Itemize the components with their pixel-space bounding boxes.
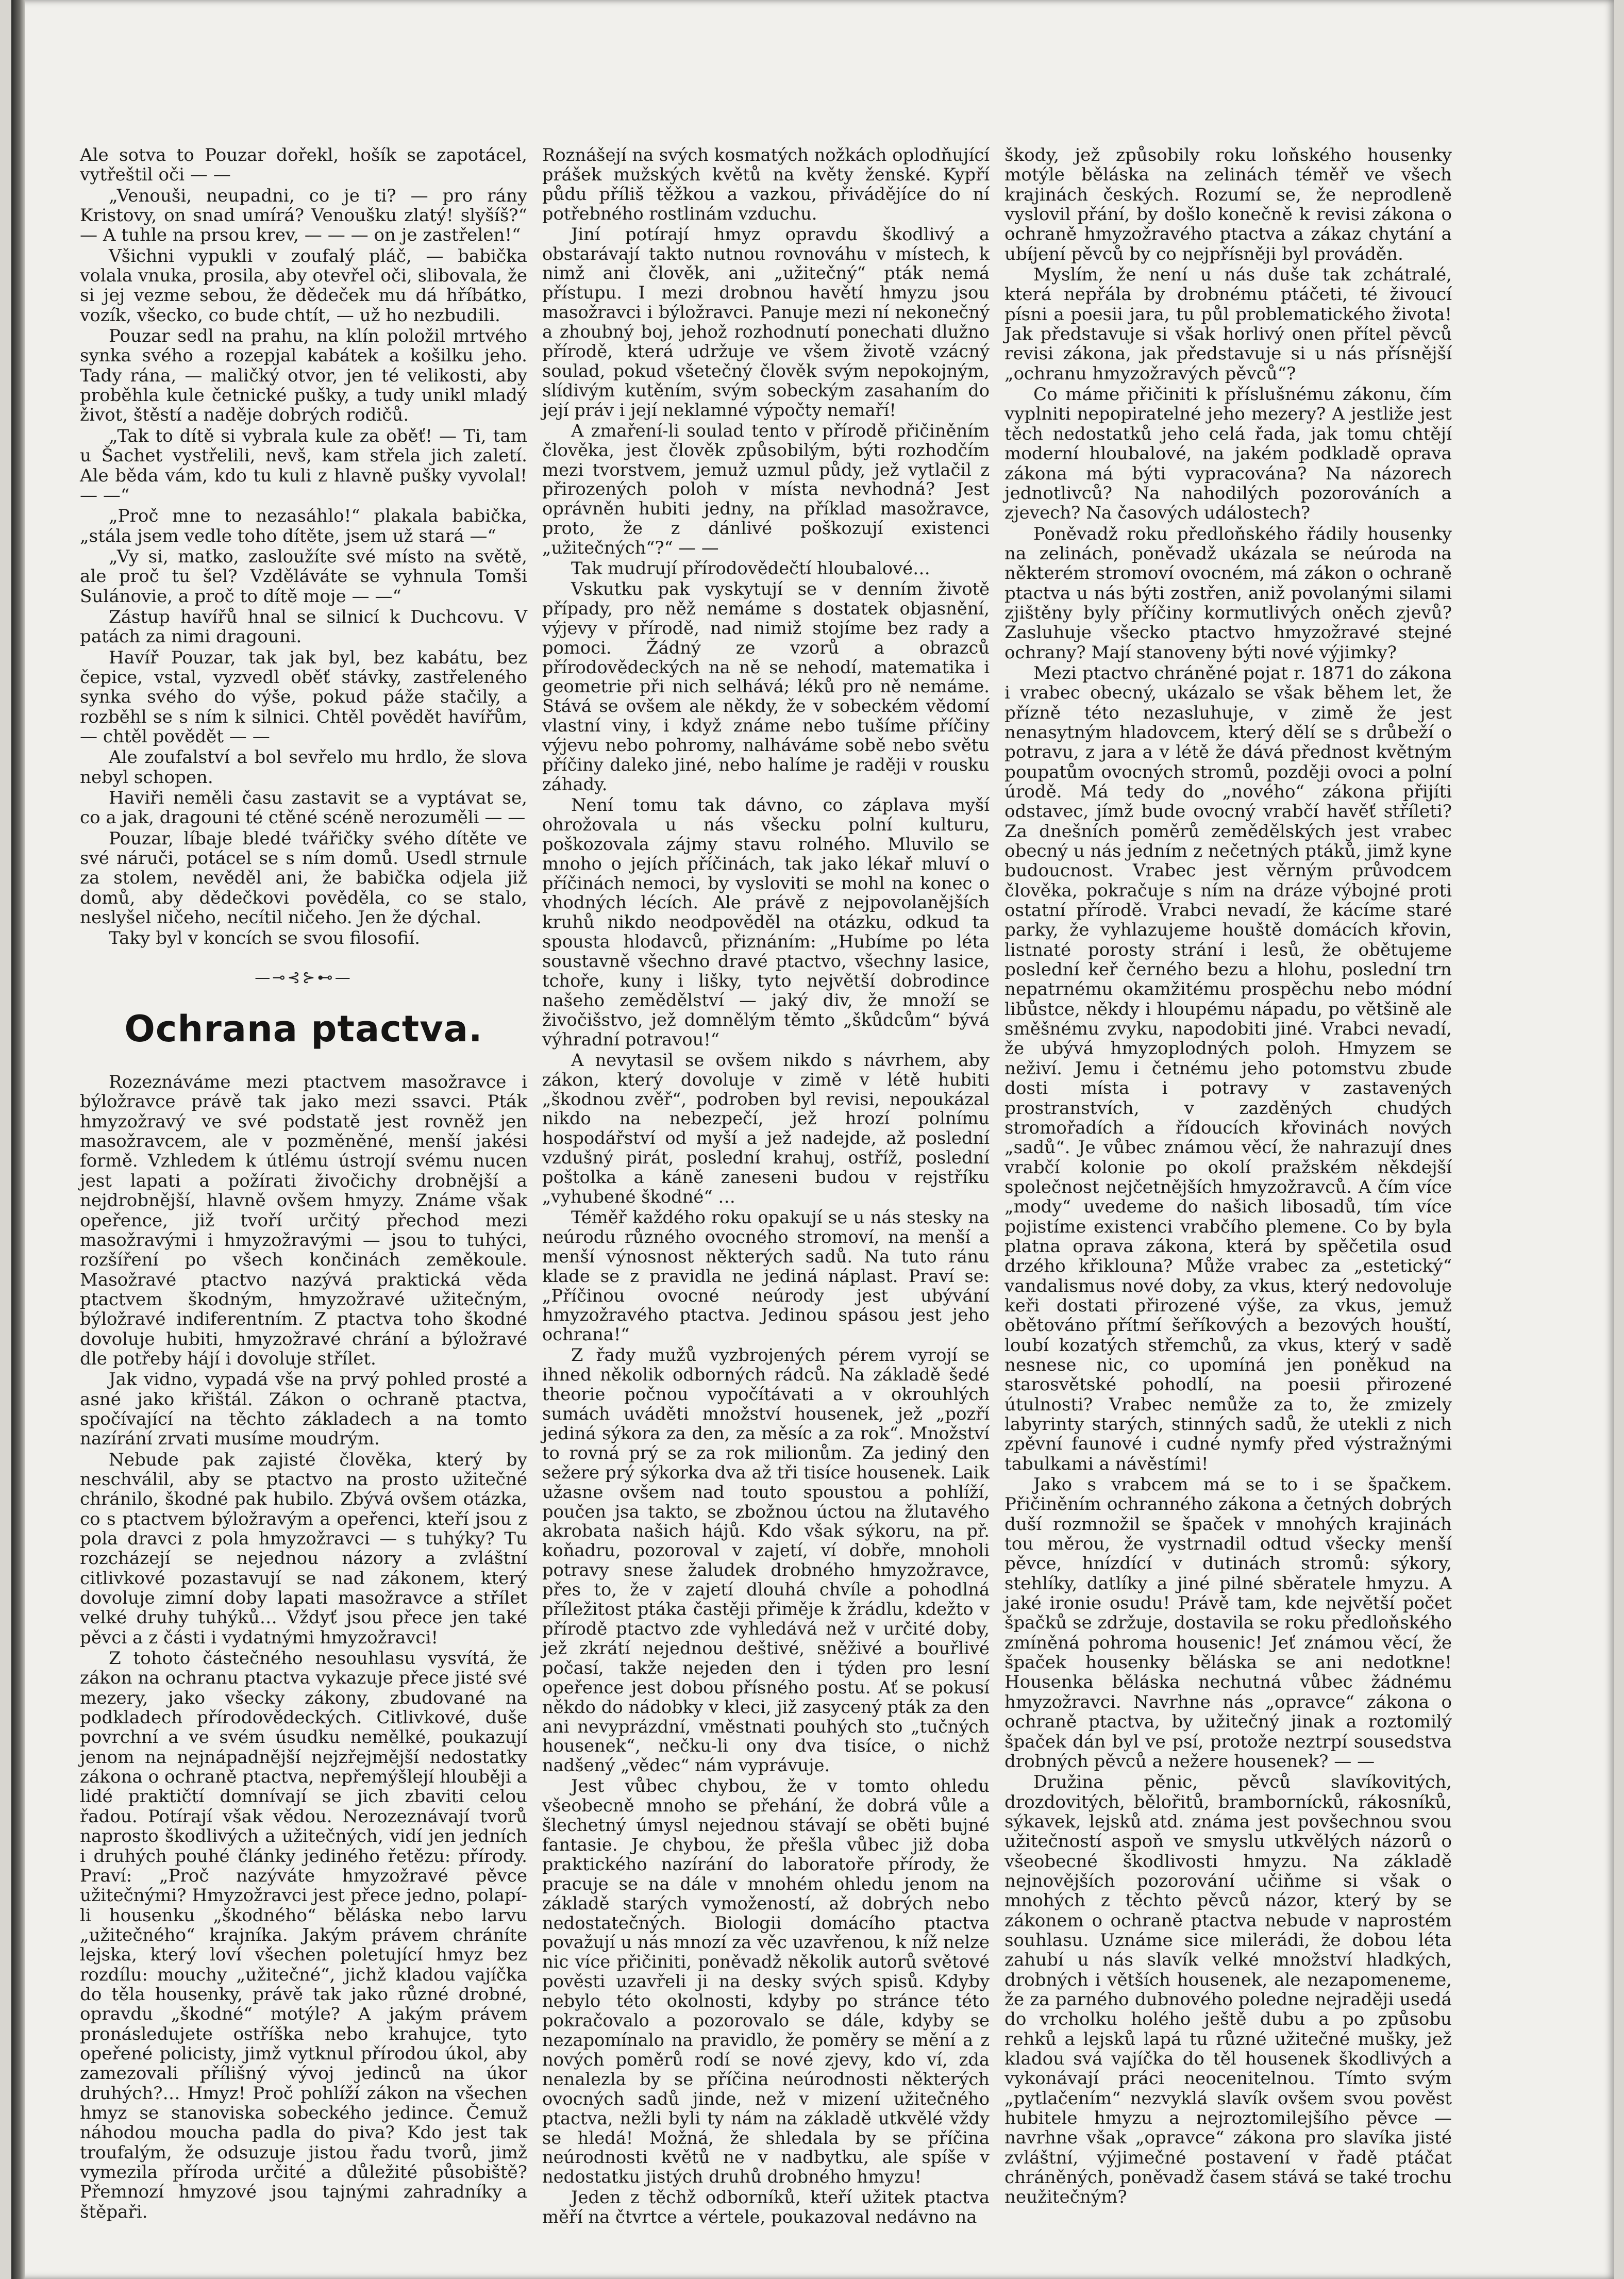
page-binding-shadow [11,0,25,2279]
paragraph: Jiní potírají hmyz opravdu škodlivý a obstarávají takto nutnou rovnováhu v místech, k nimž ani člověk, ani „užitečný“ pták nemá přístupu. I mezi drobnou havětí hmyzu jsou masožravci i býložravci. Panuje mezi ní nekonečný a zhoubný boj, jehož rozhodnutí ponechati dlužno přírodě, která udržuje ve všem životě vzácný soulad, pokud všetečný člověk svým nepokojným, slídivým kutěním, svým sobeckým zasahaním do její práv i její neklamné výpočty nemaří! [542,224,990,420]
newspaper-page [11,0,1614,2279]
paragraph: A zmaření-li soulad tento v přírodě přičiněním člověka, jest člověk způsobilým, býti rozhodčím mezi tvorstvem, jemuž uzmul půdy, jež vytlačil z přirozených poloh v místa nevhodná? Jest oprávněn hubiti jedny, na příklad masožravce, proto, že z dánlivé poškozují existenci „užitečných“?“ — — [542,420,990,558]
column-left [80,145,527,2222]
section-divider-ornament: —⊸⊰⊱⊷— [255,968,353,987]
paragraph: Myslím, že není u nás duše tak zchátralé, která nepřála by drobnému ptáčeti, té živoucí písni a poesii jara, tu půl problematického života! Jak představuje si však horlivý onen přítel pěvců revisi zákona, jak představuje si u nás přísnější „ochranu hmyzožravých pěvců“? [1004,264,1452,384]
paragraph: „Proč mne to nezasáhlo!“ plakala babička, „stála jsem vedle toho dítěte, jsem už stará —“ [80,506,527,546]
paragraph: Rozeznáváme mezi ptactvem masožravce i býložravce právě tak jako mezi ssavci. Pták hmyzožravý ve své podstatě jest rovněž jen masožravcem, ale v pozměněné, menší jakési formě. Vzhledem k útlému ústrojí svému nucen jest lapati a požírati živočichy drobnější a nejdrobnější, hlavně ovšem hmyzy. Známe však opeřence, již tvoří určitý přechod mezi masožravými i hmyzožravými — jsou to tuhýci, rozšíření po všech končinách zeměkoule. Masožravé ptactvo nazývá praktická věda ptactvem škodným, hmyzožravé užitečným, býložravé indiferentním. Z ptactva toho škodné dovoluje hubiti, hmyzožravé chrání a býložravé dle potřeby hájí i dovoluje střílet. [80,1072,527,1369]
paragraph: Roznášejí na svých kosmatých nožkách oplodňující prášek mužských květů na květy ženské. Kypří půdu příliš těžkou a vazkou, přivádějíce do ní potřebného rostlinám vzduchu. [542,145,990,224]
paragraph: Jeden z těchž odborníků, kteří užitek ptactva měří na čtvrtce a vértele, poukazoval nedávno na [542,2187,990,2227]
paragraph: Jako s vrabcem má se to i se špačkem. Přičiněním ochranného zákona a četných dobrých duší rozmnožil se špaček v mnohých krajinách tou měrou, že vystrnadil odtud všecky menší pěvce, hnízdící v dutinách stromů: sýkory, stehlíky, datlíky a jiné pilné sběratele hmyzu. A jaké ironie osudu! Právě tam, kde největší počet špačků se zdržuje, dostavila se roku předloňského zmíněná pohroma housenic! Jeť známou věcí, že špaček housenky běláska se ani nedotkne! Housenka běláska nechutná vůbec žádnému hmyzožravci. Navrhne nás „opravce“ zákona o ochraně ptactva, by užitečný jinak a roztomilý špaček dán byl ve psí, protože neztrpí sousedstva drobných pěvců a nežere housenek? — — [1004,1474,1452,1772]
paragraph: „Tak to dítě si vybrala kule za oběť! — Ti, tam u Šachet vystřelili, nevš, kam střela jich zaletí. Ale běda vám, kdo tu kuli z hlavně pušky vyvolal! — —“ [80,425,527,506]
paragraph: Téměř každého roku opakují se u nás stesky na neúrodu různého ovocného stromoví, na menší a menší výnosnost některých sadů. Na tuto ránu klade se z pravidla ne jediná náplast. Praví se: „Příčinou ovocné neúrody jest ubývání hmyzožravého ptactva. Jedinou spásou jest jeho ochrana!“ [542,1207,990,1345]
paragraph: Družina pěnic, pěvců slavíkovitých, drozdovitých, bělořitů, brambornícků, rákosníků, sýkavek, lejsků atd. známa jest povšechnou svou užitečností aspoň ve smyslu utkvělých názorů o všeobecné škodlivosti hmyzu. Na základě nejnovějších pozorování učiňme si však o mnohých z těchto pěvců názor, který by se zákonem o ochraně ptactva nebude v naprostém souhlasu. Uznáme sice milerádi, že dobou léta zahubí u nás slavík velké množství hladkých, drobných i větších housenek, ale nezapomeneme, že za parného dubnového poledne nejraději usedá do vrcholku holého ještě dubu a po způsobu rehků a lejsků lapá tu různé užitečné mušky, jež kladou svá vajíčka do těl housenek škodlivých a vykonávají práci neocenitelnou. Tímto svým „pytlačením“ nezvyklá slavík ovšem svou pověst hubitele hmyzu a nejroztomilejšího pěvce — navrhne však „opravce“ zákona pro slavíka jisté zvláštní, výjimečné postavení v řadě ptáčat chráněných, poněvadž časem stává se také trochu neužitečným? [1004,1772,1452,2208]
paragraph: Jak vidno, vypadá vše na prvý pohled prosté a asné jako křištál. Zákon o ochraně ptactva, spočívající na těchto základech a na tomto nazírání zrvati musíme moudrým. [80,1369,527,1450]
paragraph: Z řady mužů vyzbrojených pérem vyrojí se ihned několik odborných rádců. Na základě šedé theorie počnou vypočítávati a v okrouhlých sumách uváděti množství housenek, jež „pozří jediná sýkora za den, za měsíc a za rok“. Množství to rovná prý se za rok milionům. Za jediný den sežere prý sýkorka dva až tři tisíce housenek. Laik užasne ovšem nad touto spoustou a pohlíží, poučen jsa takto, se zbožnou úctou na žlutavého akrobata našich hájů. Kdo však sýkoru, na př. koňadru, pozoroval v zajetí, ví dobře, mnoholi potravy snese žaludek drobného hmyzožravce, přes to, že v zajetí dlouhá chvíle a pohodlná příležitost ptáka častěji přiměje k žrádlu, kdežto v přírodě ptactvo zde vyhledává než v určité doby, jež zkrátí nejednou deštivé, sněživé a bouřlivé počasí, takže nejeden den i týden pro lesní opeřence jest dobou přísného postu. Ať se pokusí někdo do nádobky v kleci, již zasycený pták za den ani nevyprázdní, vměstnati pouhých sto „tučných housenek“, nečku-li ony dva tisíce, o nichž nadšený „vědec“ nám vyprávuje. [542,1345,990,1776]
paragraph: Zástup havířů hnal se silnicí k Duchcovu. V patách za nimi dragouni. [80,606,527,647]
paragraph: Všichni vypukli v zoufalý pláč, — babička volala vnuka, prosila, aby otevřel oči, slibovala, že si jej vezme sebou, že dědeček mu dá hříbátko, vozík, všecko, co bude chtít, — už ho nezbudili. [80,245,527,326]
paragraph: Nebude pak zajisté člověka, který by neschválil, aby se ptactvo na prosto užitečné chránilo, škodné pak hubilo. Zbývá ovšem otázka, co s ptactvem býložravým a opeřenci, kteří jsou z pola dravci z pola hmyzožravci — s tuhýky? Tu rozcházejí se nejednou názory a zvláštní citlivkové pozastavují se nad zákonem, který dovoluje zimní doby lapati masožravce a střílet velké druhy tuhýků… Vždyť jsou přece jen také pěvci a z části i vydatnými hmyzožravci! [80,1449,527,1648]
column-right [1004,145,1452,2207]
paragraph: Mezi ptactvo chráněné pojat r. 1871 do zákona i vrabec obecný, ukázalo se však během let, že přízně této nezasluhuje, v zimě že jest nenasytným hladovcem, který dělí se s drůbeží o potravu, z jara a v létě že dává přednost květným poupatům ovocných stromů, později ovoci a polní úrodě. Má tedy do „nového“ zákona přijíti odstavec, jímž bude ovocný vrabčí havěť stříleti? Za dnešních poměrů zemědělských jest vrabec obecný u nás jedním z nečetných ptáků, jimž kyne budoucnost. Vrabec jest věrným průvodcem člověka, pokračuje s ním na dráze výbojné proti ostatní přírodě. Vrabci nevadí, že kácíme staré parky, že vyhlazujeme houště domácích křovin, listnaté porosty strání i lesů, že obětujeme poslední keř černého bezu a hlohu, poslední trn nepatrnému okamžitému prospěchu nebo módní libůstce, někdy i hloupému nápadu, po většině ale směšnému zvyku, napodobiti jiné. Vrabci nevadí, že ubývá hmyzoplodných poloh. Hmyzem se neživí. Jemu i četnému jeho potomstvu zbude dosti místa i potravy v zastavených prostranstvích, v zazděných chudých stromořadích a řídoucích křovinách nových „sadů“. Je vůbec známou věcí, že nahrazují dnes vrabčí kolonie po okolí pražském někdejší společnost nejčetnějších hmyzožravců. A čím více „mody“ uvedeme do našich libosadů, tím více pojistíme existenci vrabčího plemene. Co by byla platna oprava zákona, která by spěčetila osud drzého křiklouna? Může vrabec za „estetický“ vandalismus nové doby, za vkus, který nedovoluje keři dostati přirozené výše, za vkus, jemuž obětováno přítmí šeříkových a bezových houští, loubí kozatých střemchů, za vkus, který v sadě nesnese nic, co upomíná jen poněkud na starosvětské pohodlí, na poesii přirozené útulnosti? Vrabec nemůže za to, že zmizely labyrinty starých, stinných sadů, že utekli z nich zpěvní faunové i cudné nymfy před výstražnými tabulkami a návěstími! [1004,662,1452,1474]
paragraph: Z tohoto částečného nesouhlasu vysvítá, že zákon na ochranu ptactva vykazuje přece jisté své mezery, jako všecky zákony, zbudované na podkladech přírodovědeckých. Citlivkové, duše povrchní a ve svém úsudku nemělké, poukazují jenom na nejnápadnější nejzřejmější nedostatky zákona o ochraně ptactva, nepřemýšlejí hlouběji a lidé praktičtí domnívají se jich zbaviti celou řadou. Potírají však vědou. Nerozeznávají tvorů naprosto škodlivých a užitečných, vidí jen jedních i druhých pouhé články jediného řetězu: přírody. Praví: „Proč nazýváte hmyzožravé pěvce užitečnými? Hmyzožravci jest přece jedno, polapí-li housenku „škodného“ běláska nebo larvu „užitečného“ krajníka. Jakým právem chráníte lejska, který loví všechen poletující hmyz bez rozdílu: mouchy „užitečné“, jichž kladou vajíčka do těla housenky, právě tak jako různé drobné, opravdu „škodné“ motýle? A jakým právem pronásledujete ostříška nebo krahujce, tyto opeřené policisty, jimž vytknul přírodou úkol, aby zamezovali přílišný vývoj jedinců na úkor druhých?… Hmyz! Proč pohlíží zákon na všechen hmyz se stanoviska sobeckého jedince. Čemuž náhodou moucha padla do piva? Kdo jest tak troufalým, že odsuzuje jistou řadu tvorů, jimž vymezila příroda určité a důležité působiště? Přemnozí hmyzové jsou tajnými zahradníky a štěpaři. [80,1648,527,2222]
paragraph: „Vy si, matko, zasloužíte své místo na světě, ale proč tu šel? Vzděláváte se vyhnula Tomši Sulánovie, a proč to dítě moje — —“ [80,546,527,607]
paragraph: Není tomu tak dávno, co záplava myší ohrožovala u nás všecku polní kulturu, poškozovala zájmy stavu rolného. Mluvilo se mnoho o jejích příčinách, tak jako lékař mluví o příčinách nemoci, by vysloviti se mohl na konec o vhodných lécích. Ale právě z nejpovolanějších kruhů nikdo neodpověděl na otázku, odkud ta spousta hlodavců, přiznáním: „Hubíme po léta soustavně všechno dravé ptactvo, všechny lasice, tchoře, kuny i lišky, tyto největší dobrodince našeho zemědělství — jaký div, že množí se živočišstvo, jež domnělým těmto „škůdcům“ bývá výhradní potravou!“ [542,794,990,1050]
paragraph: Havíř Pouzar, tak jak byl, bez kabátu, bez čepice, vstal, vyzvedl oběť stávky, zastřeleného synka svého do výše, pokud páže stačily, a rozběhl se s ním k silnici. Chtěl povědět havířům, — chtěl povědět — — [80,647,527,747]
paragraph: Co máme přičiniti k příslušnému zákonu, čím vyplniti nepopiratelné jeho mezery? A jestliže jest těch nedostatků jeho celá řada, jak tomu chtějí moderní hloubalové, na jakém podkladě oprava zákona má býti vypracována? Na názorech jednotlivců? Na nahodilých pozorováních a zjevech? Na časových událostech? [1004,384,1452,524]
column-middle [542,145,990,2227]
paragraph: Ale zoufalství a bol sevřelo mu hrdlo, že slova nebyl schopen. [80,747,527,788]
article-title: Ochrana ptactva. [124,1008,483,1051]
paragraph: Ale sotva to Pouzar dořekl, hošík se zapotácel, vytřeštil oči — — [80,145,527,186]
paragraph: Poněvadž roku předloňského řádily housenky na zelinách, poněvadž ukázala se neúroda na některém stromoví ovocném, má zákon o ochraně ptactva u nás býti zostřen, aniž povolanými silami zjištěny byly příčiny kormutlivých oněch zjevů? Zasluhuje všecko ptactvo hmyzožravé stejné ochrany? Mají stanoveny býti nové výjimky? [1004,523,1452,663]
paragraph: Jest vůbec chybou, že v tomto ohledu všeobecně mnoho se přehání, že dobrá vůle a šlechetný úmysl nejednou stávají se oběti bujné fantasie. Je chybou, že přešla vůbec již doba praktického nazírání do laboratoře přírody, že pracuje se na dále v mnohém ohledu jenom na základě starých vymožeností, až dobrých nebo nedostatečných. Biologii domácího ptactva považují u nás mnozí za věc uzavřenou, k níž nelze nic více přičiniti, poněvadž několik autorů světové pověsti uzavřeli ji na desky svých spisů. Kdyby nebylo této okolnosti, kdyby po stránce této pokračovalo a pozorovalo se dále, kdyby se nezapomínalo na pravidlo, že poměry se mění a z nových poměrů rodí se nové zjevy, kdo ví, zda nenalezla by se příčina neúrodnosti některých ovocných sadů jinde, než v mizení užitečného ptactva, nežli byli ty nám na základě utkvělé vždy se hledá! Možná, že shledala by se příčina neúrodnosti květů ne v nadbytku, ale spíše v nedostatku jistých druhů drobného hmyzu! [542,1776,990,2187]
paragraph: „Venouši, neupadni, co je ti? — pro rány Kristovy, on snad umírá? Venoušku zlatý! slyšíš?“ — A tuhle na prsou krev, — — — on je zastřelen!“ [80,185,527,246]
paragraph: Vskutku pak vyskytují se v denním životě případy, pro něž nemáme s dostatek objasnění, výjevy v přírodě, nad nimiž stojíme bez rady a pomoci. Žádný ze vzorů a obrazců přírodovědeckých na ně se nehodí, matematika i geometrie při nich selhává; léků pro ně nemáme. Stává se ovšem ale někdy, že v sobeckém vědomí vlastní viny, i když známe nebo tušíme příčiny výjevu nebo pohromy, nalháváme sobě nebo světu příčiny daleko jiné, nebo halíme je raději v rousku záhady. [542,578,990,794]
paragraph: Pouzar sedl na prahu, na klín položil mrtvého synka svého a rozepjal kabátek a košilku jeho. Tady rána, — maličký otvor, jen té velikosti, aby proběhla kule četnické pušky, a tudy unikl mladý život, štěstí a naděje dobrých rodičů. [80,326,527,426]
paragraph: Tak mudrují přírodovědečtí hloubalové… [571,558,930,579]
paragraph: škody, jež způsobily roku loňského housenky motýle běláska na zelinách téměř ve všech krajinách českých. Rozumí se, že neprodleně vyslovil přání, by došlo konečně k revisi zákona o ochraně hmyzožravého ptactva a zákaz chytání a ubíjení pěvců by co nejpřísněji byl prováděn. [1004,145,1452,264]
paragraph: Haviři neměli času zastavit se a vyptávat se, co a jak, dragouni té ctěné scéně nerozuměli — — [80,788,527,828]
paragraph: Pouzar, líbaje bledé tvářičky svého dítěte ve své náruči, potácel se s ním domů. Usedl strnule za stolem, nevěděl ani, že babička odjela již domů, aby dědečkovi povědělа, co se stalo, neslyšel ničeho, necítil ničeho. Jen že dýchal. [80,828,527,928]
paragraph: Taky byl v koncích se svou filosofií. [109,928,421,949]
paragraph: A nevytasil se ovšem nikdo s návrhem, aby zákon, který dovoluje v zimě v létě hubiti „škodnou zvěř“, podroben byl revisi, nepoukázal nikdo na nebezpečí, jež hrozí polnímu hospodářství od myší a jež nadejde, až poslední vzdušný pirát, poslední krahuj, ostříž, poslední poštolka a káně zaneseni budou v rejstříku „vyhubené škodné“ … [542,1050,990,1207]
